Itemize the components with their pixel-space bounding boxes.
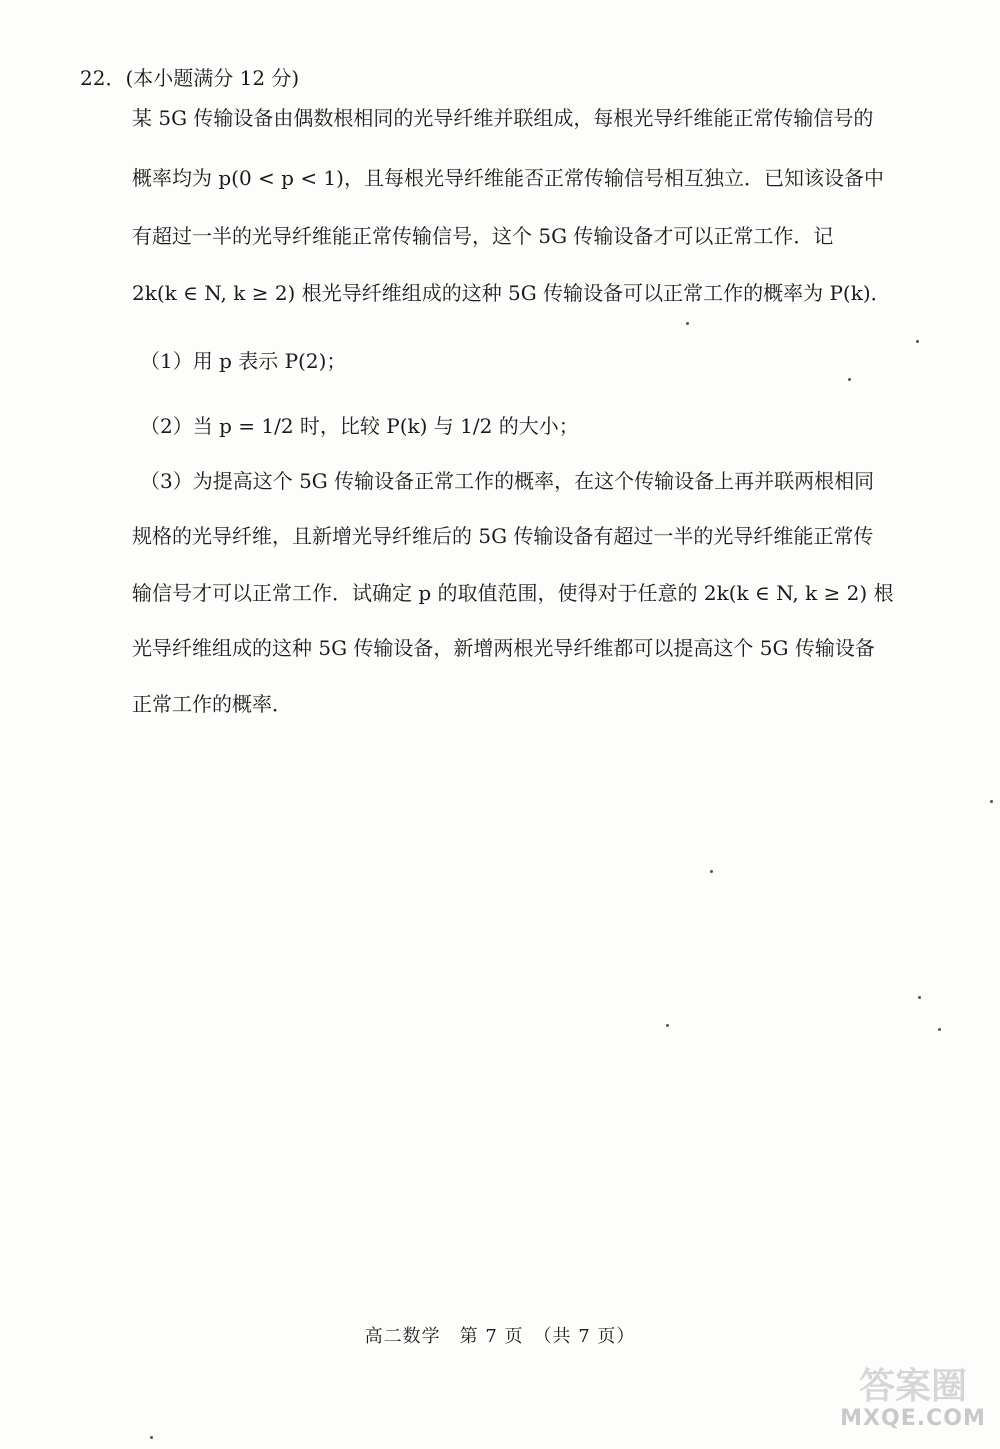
subquestion-3-text-4: 光导纤维组成的这种 5G 传输设备，新增两根光导纤维都可以提高这个 5G 传输设备 [132,636,875,660]
subquestion-2-text: （2）当 p = 1/2 时，比较 P(k) 与 1/2 的大小； [140,414,579,438]
watermark-logo [838,1358,988,1438]
stem-text-4: 2k(k ∈ N, k ≥ 2) 根光导纤维组成的这种 5G 传输设备可以正常工作的概率为 P(k)． [132,281,891,305]
subquestion-3-text-3: 输信号才可以正常工作．试确定 p 的取值范围，使得对于任意的 2k(k ∈ N, k ≥ 2) 根 [132,581,894,605]
subquestion-3-text-5: 正常工作的概率． [132,692,292,716]
watermark-url: MXQE.COM [840,1406,986,1431]
scan-speck [938,1028,941,1031]
stem-text-2: 概率均为 p(0 < p < 1)，且每根光导纤维能否正常传输信号相互独立．已知该设备中 [132,166,884,190]
subquestion-3-text-1: （3）为提高这个 5G 传输设备正常工作的概率，在这个传输设备上再并联两根相同 [140,469,875,493]
question-number-header: 22．(本小题满分 12 分) [80,66,300,90]
watermark-top: 答案圈 [858,1366,967,1407]
scan-speck [710,870,713,873]
subquestion-3-text-2: 规格的光导纤维，且新增光导纤维后的 5G 传输设备有超过一半的光导纤维能正常传 [132,524,874,548]
scan-speck [916,340,919,343]
subquestion-1-text: （1）用 p 表示 P(2)； [140,349,347,373]
scan-speck [666,1024,669,1027]
scan-speck [150,1436,153,1439]
stem-text-3: 有超过一半的光导纤维能正常传输信号，这个 5G 传输设备才可以正常工作．记 [132,224,834,248]
scan-speck [848,378,851,381]
stem-text-1: 某 5G 传输设备由偶数根相同的光导纤维并联组成，每根光导纤维能正常传输信号的 [132,106,874,130]
scan-speck [686,322,689,325]
scan-speck [990,800,993,803]
scan-speck [918,996,921,999]
page-footer: 高二数学 第 7 页 （共 7 页） [364,1326,636,1347]
